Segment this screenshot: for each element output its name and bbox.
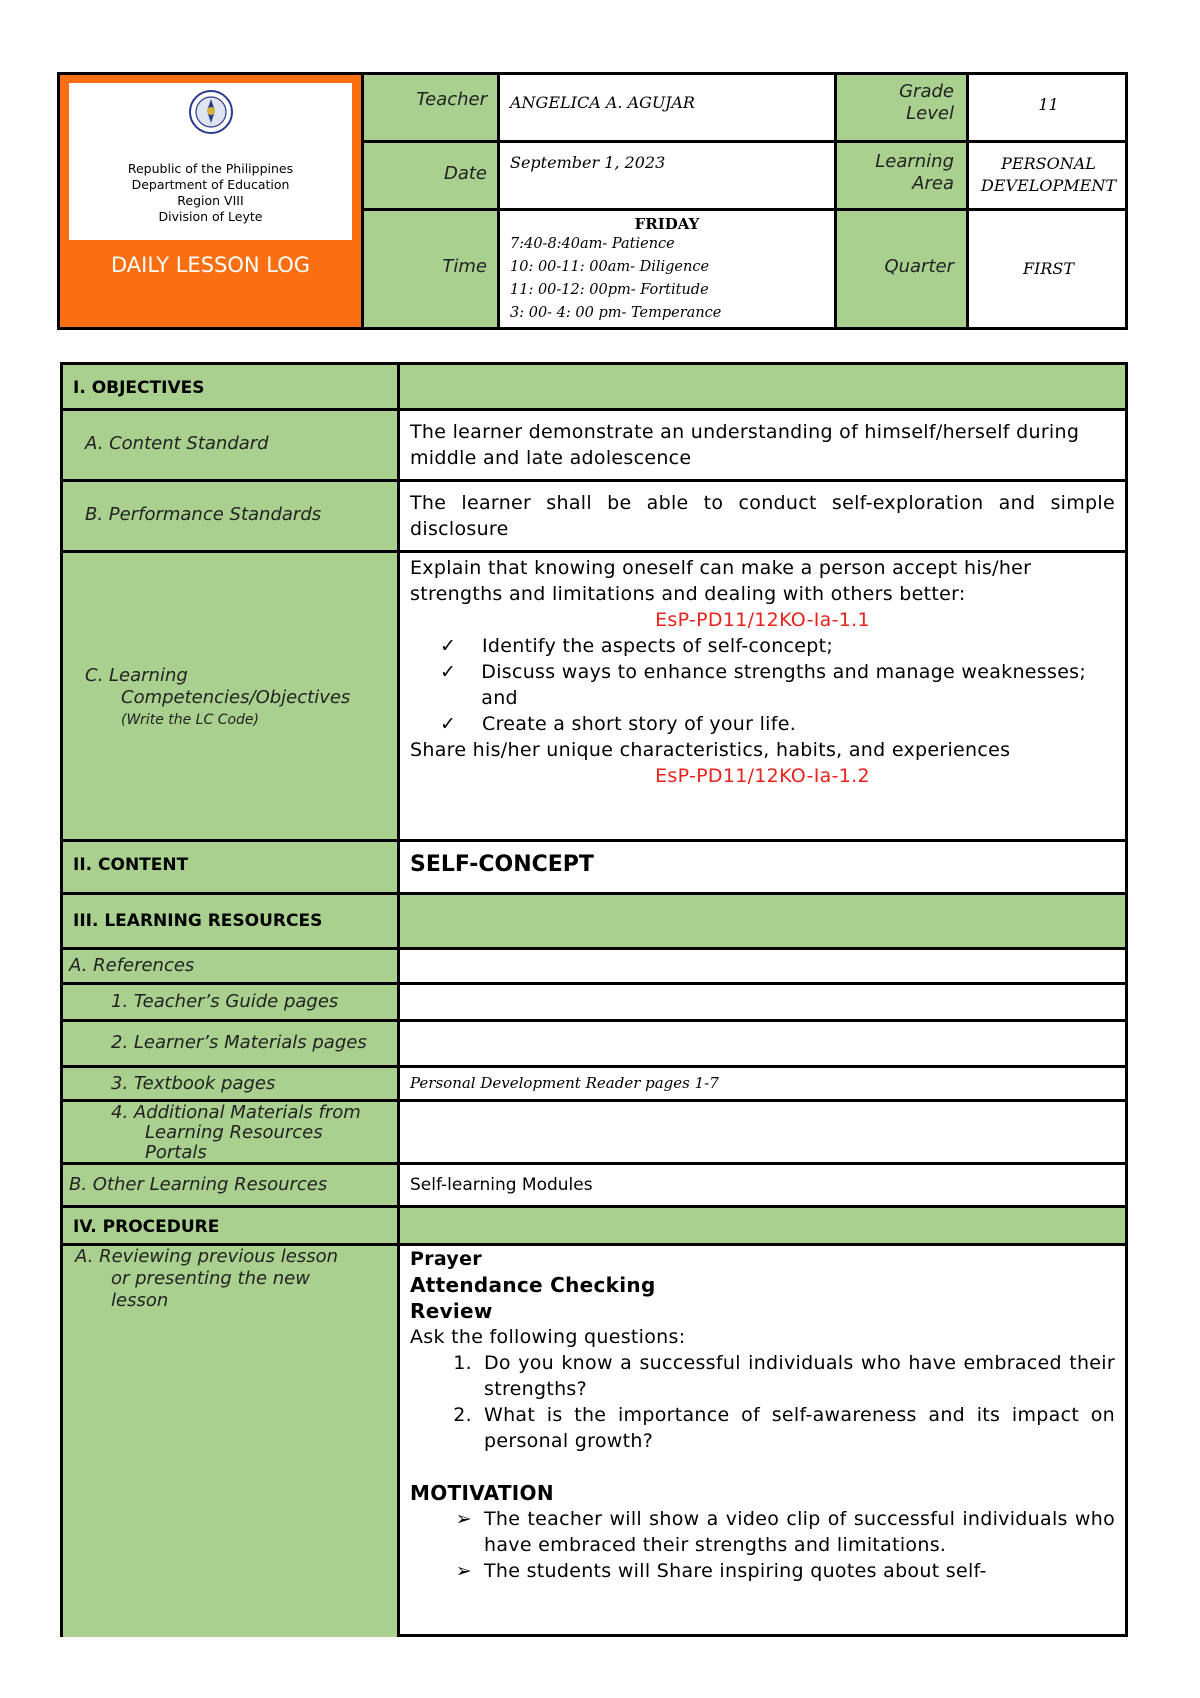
section-heading: I. OBJECTIVES [73,378,205,398]
letterhead-line: Republic of the Philippines [127,161,294,176]
time-slot: 3: 00- 4: 00 pm- Temperance [510,305,722,321]
additional-materials-row [63,1099,1125,1162]
row-label-note: (Write the LC Code) [121,712,260,728]
row-label: B. Performance Standards [85,504,322,525]
attendance-heading: Attendance Checking [410,1273,656,1297]
resources-header-row [63,892,1125,947]
time-slot: 11: 00-12: 00pm- Fortitude [510,282,709,298]
checkmark-icon: ✓ [440,713,457,735]
competency-share: Share his/her unique characteristics, habits, and experiences [410,739,1011,761]
arrow-bullet-icon: ➢ [455,1560,472,1582]
quarter-label: Quarter [884,256,954,277]
section-heading: II. CONTENT [73,855,189,875]
area-label-cell [834,140,966,208]
competencies-row [63,550,1125,839]
area-label: Area [912,173,954,194]
content-standard-text: The learner demonstrate an understanding of himself/herself during middle and late adolescence [410,421,1080,469]
teacher-value-cell [497,72,834,140]
performance-standard-row [63,479,1125,550]
header-table [57,72,1128,330]
time-slot: 7:40-8:40am- Patience [510,236,675,252]
other-resources-value: Self-learning Modules [410,1175,593,1195]
prayer-heading: Prayer [410,1248,482,1270]
date-value-cell [497,140,834,208]
grade-label: Grade [899,81,954,102]
motivation-heading: MOTIVATION [410,1481,554,1505]
row-label: 3. Textbook pages [111,1073,276,1094]
textbook-value: Personal Development Reader pages 1-7 [410,1074,719,1092]
quarter-value-cell [966,208,1128,327]
row-label: 4. Additional Materials from [111,1102,361,1123]
lc-code: EsP-PD11/12KO-Ia-1.1 [655,609,870,631]
area-value: PERSONAL [1001,154,1096,173]
reviewing-row [63,1243,1125,1637]
row-label: A. Content Standard [85,433,269,454]
grade-value-cell [966,72,1128,140]
competency-item: Create a short story of your life. [482,713,797,735]
competency-intro: Explain that knowing oneself can make a person accept his/her strengths and limitations and dealing with others better: [410,557,1032,605]
row-label: Portals [145,1142,207,1163]
ask-text: Ask the following questions: [410,1326,686,1348]
row-label: 1. Teacher’s Guide pages [111,991,339,1012]
textbook-row [63,1065,1125,1099]
teacher-label: Teacher [416,89,487,110]
grade-label-cell [834,72,966,140]
area-value-cell [966,140,1128,208]
other-resources-row [63,1162,1125,1205]
area-label: Learning [875,151,954,172]
quarter-label-cell [834,208,966,327]
logo-block [60,75,361,327]
letterhead-line: Division of Leyte [158,209,263,224]
teacher-label-cell [361,72,497,140]
teacher-name: ANGELICA A. AGUJAR [510,93,695,112]
deped-letterhead [69,83,352,240]
row-label: A. Reviewing previous lesson [75,1246,339,1267]
letterhead-line: Department of Education [131,177,290,192]
motivation-item: The students will Share inspiring quotes about self- [484,1560,987,1582]
performance-standard-text: The learner shall be able to conduct self-exploration and simple disclosure [410,492,1115,540]
row-label: C. Learning [85,665,188,686]
quarter-value: FIRST [1022,259,1075,278]
content-standard-row [63,408,1125,479]
content-row [63,839,1125,892]
competency-item: Identify the aspects of self-concept; [482,635,834,657]
date-label-cell [361,140,497,208]
row-label: A. References [69,955,195,976]
list-number: 2. [453,1404,472,1426]
row-label: Learning Resources [145,1122,323,1143]
checkmark-icon: ✓ [440,635,457,657]
review-question: Do you know a successful individuals who have embraced their strengths? [484,1352,1115,1400]
grade-value: 11 [1038,95,1059,114]
lm-pages-row [63,1019,1125,1065]
lc-code: EsP-PD11/12KO-Ia-1.2 [655,765,870,787]
deped-seal-icon [188,89,234,135]
procedure-header-row [63,1205,1125,1243]
lesson-table [60,362,1128,1637]
letterhead-line: Region VIII [177,193,244,208]
list-number: 1. [453,1352,472,1374]
review-question: What is the importance of self-awareness and its impact on personal growth? [484,1404,1115,1452]
motivation-item: The teacher will show a video clip of successful individuals who have embraced their strengths and limitations. [484,1508,1115,1556]
document-title: DAILY LESSON LOG [110,253,311,277]
day-value: FRIDAY [634,215,700,233]
arrow-bullet-icon: ➢ [455,1508,472,1530]
row-label: 2. Learner’s Materials pages [111,1032,367,1053]
review-heading: Review [410,1299,493,1323]
time-label: Time [442,256,487,277]
date-label: Date [443,163,487,184]
row-label: lesson [111,1290,169,1311]
time-value-cell [497,208,834,327]
objectives-header-row [63,362,1125,408]
date-value: September 1, 2023 [510,153,666,172]
content-topic: SELF-CONCEPT [410,852,594,877]
grade-label: Level [906,103,954,124]
competency-item: Discuss ways to enhance strengths and manage weaknesses; and [481,661,1087,709]
time-label-cell [361,208,497,327]
row-label: B. Other Learning Resources [69,1174,328,1195]
row-label: or presenting the new [111,1268,310,1289]
tg-pages-row [63,982,1125,1019]
area-value: DEVELOPMENT [981,176,1116,195]
time-slot: 10: 00-11: 00am- Diligence [510,259,710,275]
checkmark-icon: ✓ [440,661,457,683]
section-heading: III. LEARNING RESOURCES [73,911,323,931]
row-label: Competencies/Objectives [121,687,351,708]
section-heading: IV. PROCEDURE [73,1217,220,1237]
references-row [63,947,1125,982]
